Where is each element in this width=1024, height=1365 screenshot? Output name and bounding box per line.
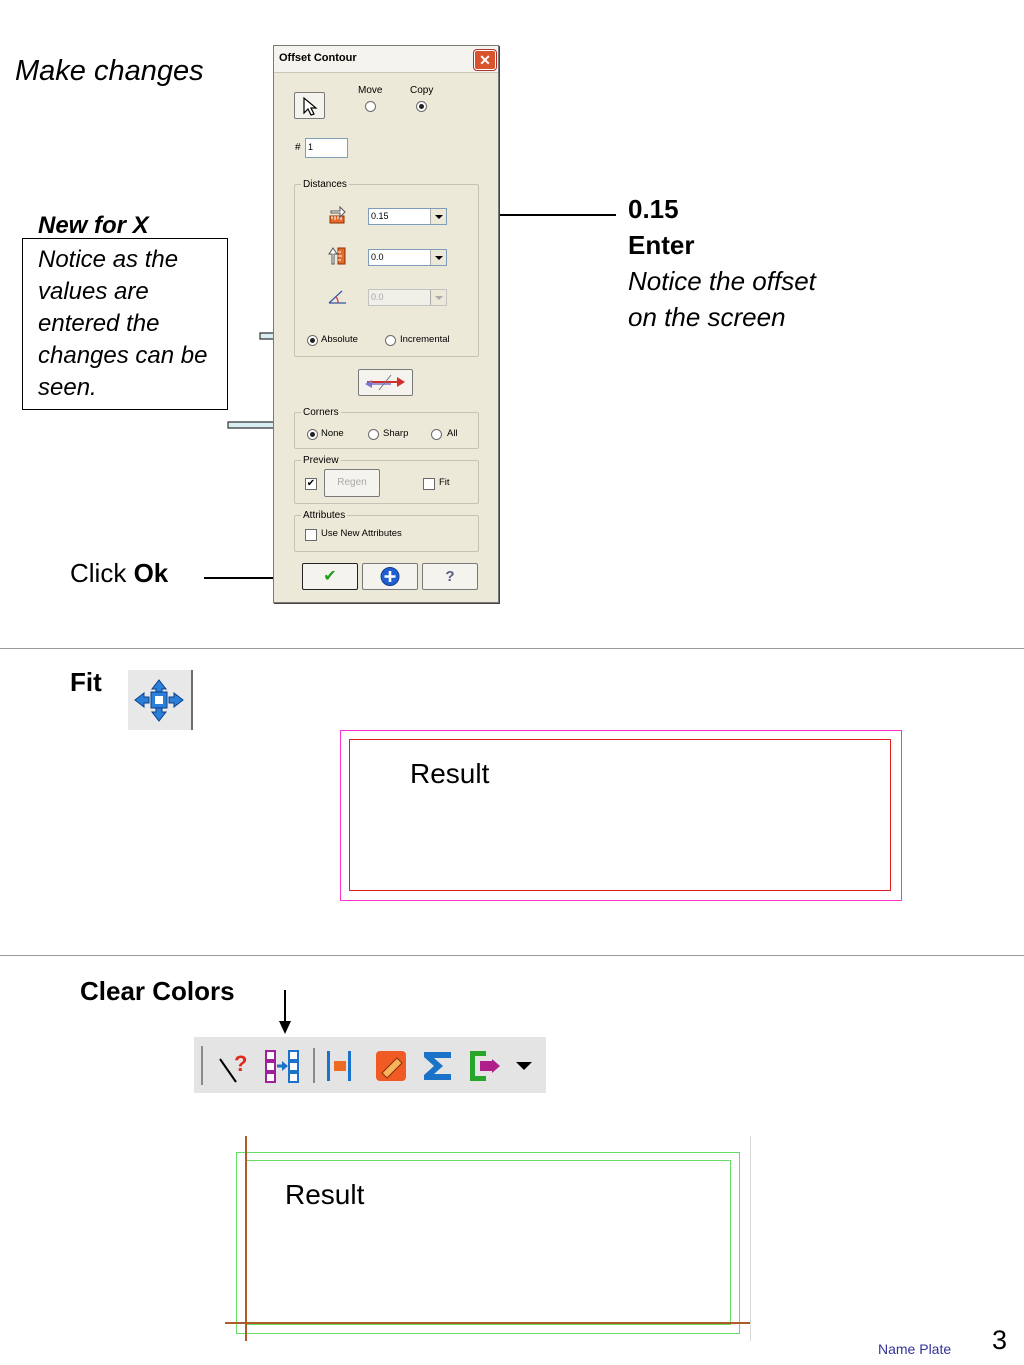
preview-checkbox[interactable]: ✔: [306, 478, 316, 489]
toolbar-icons: [194, 1037, 546, 1093]
chevron-down-icon[interactable]: [430, 209, 446, 224]
pointer-icon: [295, 93, 324, 118]
make-changes-heading: Make changes: [15, 55, 204, 87]
click-ok-bold: Ok: [133, 558, 169, 588]
callout-action: Enter: [628, 230, 695, 260]
offset-depth-icon: [326, 245, 348, 267]
clear-colors-result-label: Result: [285, 1179, 365, 1210]
corner-all-radio[interactable]: [431, 429, 442, 440]
note-line-5: seen.: [38, 374, 97, 401]
callout-value: 0.15: [628, 194, 679, 224]
fit-toolbar-button[interactable]: [128, 670, 193, 730]
regen-button[interactable]: Regen: [324, 469, 380, 497]
corner-sharp-label: Sharp: [383, 428, 409, 439]
section-divider-1: [0, 648, 1024, 649]
corner-none-label: None: [321, 428, 344, 439]
move-radio[interactable]: [365, 101, 376, 112]
clear-colors-label: Clear Colors: [80, 976, 235, 1006]
page-number: 3: [992, 1325, 1008, 1355]
offset-contour-dialog: [273, 45, 499, 603]
attributes-label: Attributes: [303, 510, 346, 521]
corner-none-radio[interactable]: [307, 429, 318, 440]
fit-label: Fit: [70, 667, 102, 697]
fit-to-screen-icon: [128, 670, 191, 730]
horizontal-axis-line: [225, 1322, 751, 1324]
corners-label: Corners: [303, 407, 339, 418]
select-entities-button[interactable]: [294, 92, 325, 119]
preview-label: Preview: [303, 455, 339, 466]
count-symbol: #: [295, 142, 301, 153]
note-line-3: entered the: [38, 310, 160, 337]
footer-title: Name Plate: [878, 1341, 952, 1357]
preview-group: [294, 460, 479, 504]
offset-distance-value: 0.15: [371, 211, 389, 221]
absolute-radio[interactable]: [307, 335, 318, 346]
note-line-4: changes can be: [38, 342, 208, 369]
help-button[interactable]: [422, 563, 478, 590]
copy-label: Copy: [410, 85, 434, 96]
analysis-toolbar: [194, 1037, 546, 1093]
ok-button[interactable]: [302, 563, 358, 590]
svg-text:?: ?: [234, 1051, 248, 1076]
offset-depth-value: 0.0: [371, 252, 384, 262]
dialog-title: Offset Contour: [279, 52, 357, 64]
incremental-radio[interactable]: [385, 335, 396, 346]
click-prefix: Click: [70, 558, 134, 588]
chevron-down-icon[interactable]: [430, 290, 446, 305]
dialog-titlebar: [274, 46, 498, 73]
plus-circle-icon: [363, 564, 417, 589]
fit-checkbox[interactable]: [423, 478, 435, 490]
fit-result-label: Result: [410, 758, 490, 789]
offset-angle-combo[interactable]: [368, 289, 447, 306]
fit-checkbox-label: Fit: [439, 477, 450, 488]
use-new-attributes-label: Use New Attributes: [321, 528, 402, 539]
incremental-label: Incremental: [400, 334, 450, 345]
click-ok-instruction: [70, 558, 168, 589]
chevron-down-icon[interactable]: [430, 250, 446, 265]
corner-sharp-radio[interactable]: [368, 429, 379, 440]
distances-label: Distances: [303, 179, 347, 190]
flip-direction-icon: [359, 370, 412, 395]
apply-button[interactable]: [362, 563, 418, 590]
section-divider-2: [0, 955, 1024, 956]
use-new-attributes-checkbox[interactable]: [305, 529, 317, 541]
note-line-2: values are: [38, 278, 149, 305]
help-icon: ?: [445, 568, 455, 585]
offset-distance-icon: [326, 203, 348, 225]
absolute-label: Absolute: [321, 334, 358, 345]
callout-line-1: Notice the offset: [628, 266, 816, 296]
offset-angle-value: 0.0: [371, 292, 384, 302]
move-label: Move: [358, 85, 383, 96]
clear-colors-arrow: [276, 988, 294, 1036]
viewport-edge: [750, 1136, 751, 1341]
vertical-axis-line: [245, 1136, 247, 1341]
copy-radio[interactable]: [416, 101, 427, 112]
offset-depth-combo[interactable]: [368, 249, 447, 266]
close-button[interactable]: ✕: [474, 50, 496, 70]
flip-direction-button[interactable]: [358, 369, 413, 396]
offset-distance-combo[interactable]: [368, 208, 447, 225]
note-line-1: Notice as the: [38, 246, 179, 273]
note-title: New for X: [38, 212, 149, 239]
checkmark-icon: ✔: [323, 568, 337, 585]
count-input[interactable]: 1: [305, 138, 348, 158]
corner-all-label: All: [447, 428, 458, 439]
offset-angle-icon: [326, 286, 348, 308]
callout-line-2: on the screen: [628, 302, 786, 332]
